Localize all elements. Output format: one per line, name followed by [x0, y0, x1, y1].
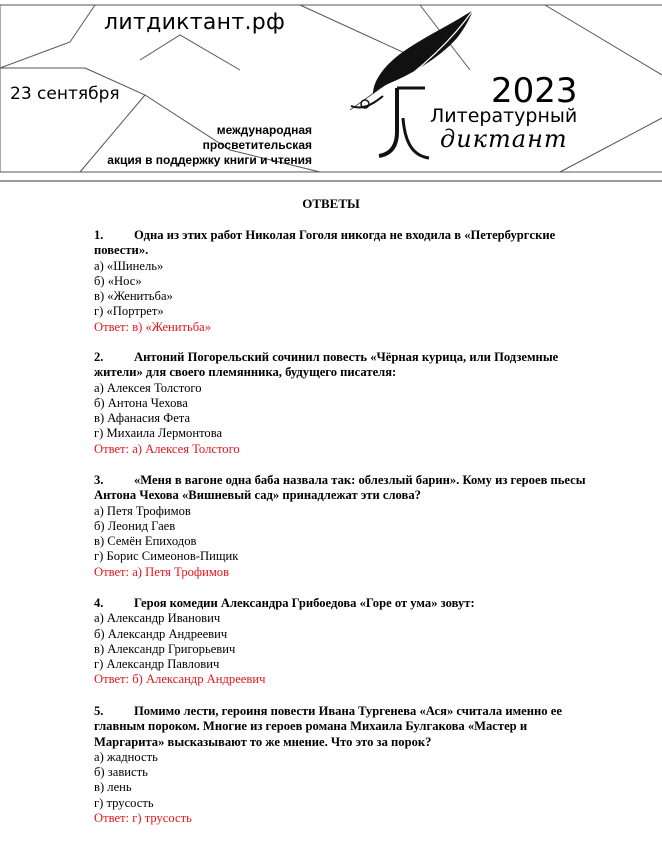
question-number: 1. — [94, 228, 104, 242]
question-text-cont: Антона Чехова «Вишневый сад» принадлежат эти слова? — [94, 488, 421, 503]
answer-option: б) «Нос» — [94, 273, 142, 288]
answer-option: а) жадность — [94, 749, 158, 764]
answer-option: б) зависть — [94, 765, 148, 780]
tagline-line: акция в поддержку книги и чтения — [107, 153, 312, 167]
answer-option: г) «Портрет» — [94, 304, 164, 319]
correct-answer: Ответ: а) Алексея Толстого — [94, 441, 240, 456]
question-text: 2. Антоний Погорельский сочинил повесть «Чёрная курица, или Подземные — [94, 350, 559, 364]
question-block — [94, 596, 614, 688]
answer-option: а) Александр Иванович — [94, 611, 221, 626]
event-date: 23 сентября — [10, 84, 120, 104]
question-text-cont: жители» для своего племянника, будущего писателя: — [94, 365, 397, 380]
answer-option: г) Михаила Лермонтова — [94, 426, 223, 441]
correct-answer: Ответ: г) трусость — [94, 811, 192, 826]
answer-option: в) «Женитьба» — [94, 289, 173, 304]
logo-word-dictation: диктант — [440, 125, 568, 153]
correct-answer: Ответ: в) «Женитьба» — [94, 319, 212, 334]
page-title: ОТВЕТЫ — [302, 196, 360, 211]
question-block — [94, 228, 614, 335]
question-block — [94, 704, 614, 826]
answer-option: в) Афанасия Фета — [94, 411, 191, 426]
question-text: 5. Помимо лести, героиня повести Ивана Тургенева «Ася» считала именно ее — [94, 704, 562, 718]
tagline-line: просветительская — [202, 138, 312, 152]
question-block — [94, 350, 614, 457]
logo-word-literary: Литературный — [430, 105, 578, 127]
question-text-cont: повести». — [94, 243, 149, 258]
answer-option: б) Леонид Гаев — [94, 518, 176, 533]
tagline — [80, 123, 312, 168]
header-banner — [0, 0, 662, 182]
answer-option: в) Семён Епиходов — [94, 534, 197, 549]
answer-option: а) Алексея Толстого — [94, 380, 202, 395]
banner-divider — [0, 180, 662, 182]
question-number: 3. — [94, 473, 104, 487]
answer-option: б) Александр Андреевич — [94, 626, 228, 641]
question-text: 4. Героя комедии Александра Грибоедова «Горе от ума» зовут: — [94, 596, 475, 610]
tagline-line: международная — [216, 123, 312, 137]
answer-option: б) Антона Чехова — [94, 395, 188, 410]
site-url: литдиктант.рф — [104, 10, 286, 35]
question-text-cont: главным пороком. Многие из героев романа Михаила Булгакова «Мастер и — [94, 719, 528, 734]
answer-option: г) трусость — [94, 795, 154, 810]
question-text-cont: Маргарита» высказывают то же мнение. Что это за порок? — [94, 734, 432, 749]
correct-answer: Ответ: а) Петя Трофимов — [94, 564, 230, 579]
logo-year: 2023 — [491, 71, 578, 111]
answer-option: в) лень — [94, 780, 132, 795]
question-text: 3. «Меня в вагоне одна баба назвала так: облезлый барин». Кому из героев пьесы — [94, 473, 586, 487]
question-number: 5. — [94, 704, 104, 718]
question-text: 1. Одна из этих работ Николая Гоголя никогда не входила в «Петербургские — [94, 228, 556, 242]
answer-option: а) «Шинель» — [94, 258, 164, 273]
answer-option: г) Борис Симеонов-Пищик — [94, 549, 239, 564]
question-number: 2. — [94, 350, 104, 364]
answer-option: г) Александр Павлович — [94, 657, 220, 672]
answer-option: а) Петя Трофимов — [94, 503, 191, 518]
question-number: 4. — [94, 596, 104, 610]
question-block — [94, 473, 614, 580]
answer-option: в) Александр Григорьевич — [94, 641, 236, 656]
correct-answer: Ответ: б) Александр Андреевич — [94, 672, 266, 687]
